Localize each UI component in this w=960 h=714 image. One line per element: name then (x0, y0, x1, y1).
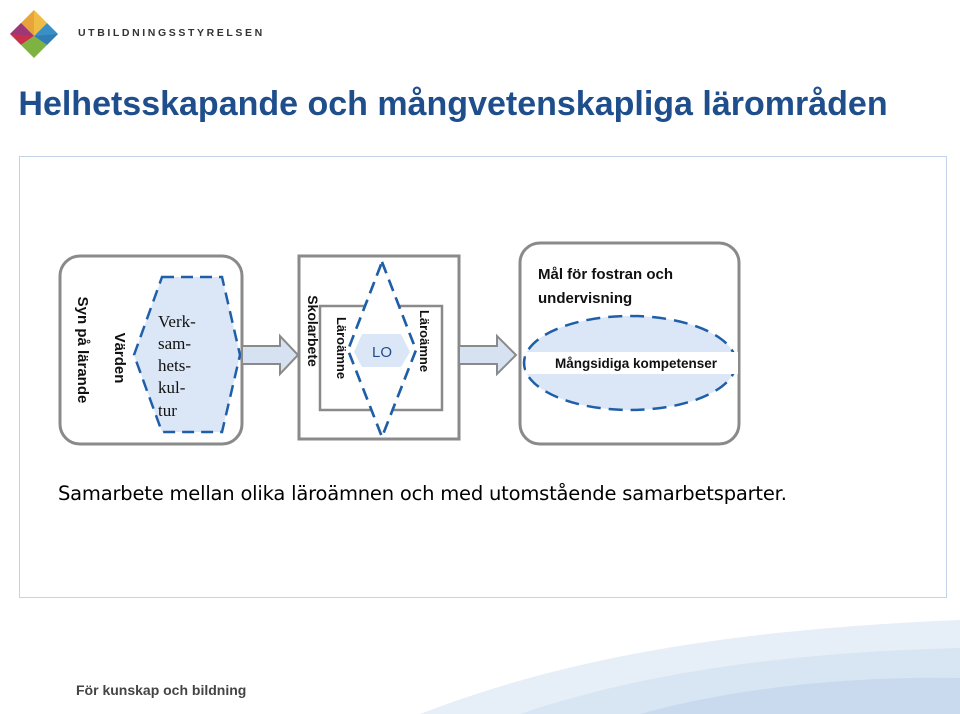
caption-text: Samarbete mellan olika läroämnen och med utomstående samarbetsparter. (58, 482, 787, 505)
verksamhetskultur-line-1: Verk- (158, 312, 196, 331)
arrow-2 (459, 336, 516, 374)
verksamhetskultur-line-2: sam- (158, 334, 192, 353)
syn-pa-larande-label: Syn på lärande (74, 296, 91, 404)
footer-tagline: För kunskap och bildning (76, 682, 247, 698)
laroamne-right-label: Läroämne (417, 309, 432, 373)
arrow-1 (242, 336, 298, 374)
verksamhetskultur-line-5: tur (158, 401, 177, 420)
lo-label: LO (371, 344, 393, 361)
laroamne-left-label: Läroämne (334, 316, 349, 380)
mal-label-line-2: undervisning (538, 290, 633, 307)
page-title: Helhetsskapande och mångvetenskapliga lärområden (18, 85, 888, 123)
skolarbete-label: Skolarbete (305, 295, 321, 367)
mal-label-line-1: Mål för fostran och (538, 266, 674, 283)
verksamhetskultur-line-3: hets- (158, 356, 192, 375)
org-name: UTBILDNINGSSTYRELSEN (78, 27, 265, 39)
verksamhetskultur-line-4: kul- (158, 378, 186, 397)
kompetenser-label: Mångsidiga kompetenser (554, 356, 718, 371)
varden-label: Värden (111, 332, 128, 384)
